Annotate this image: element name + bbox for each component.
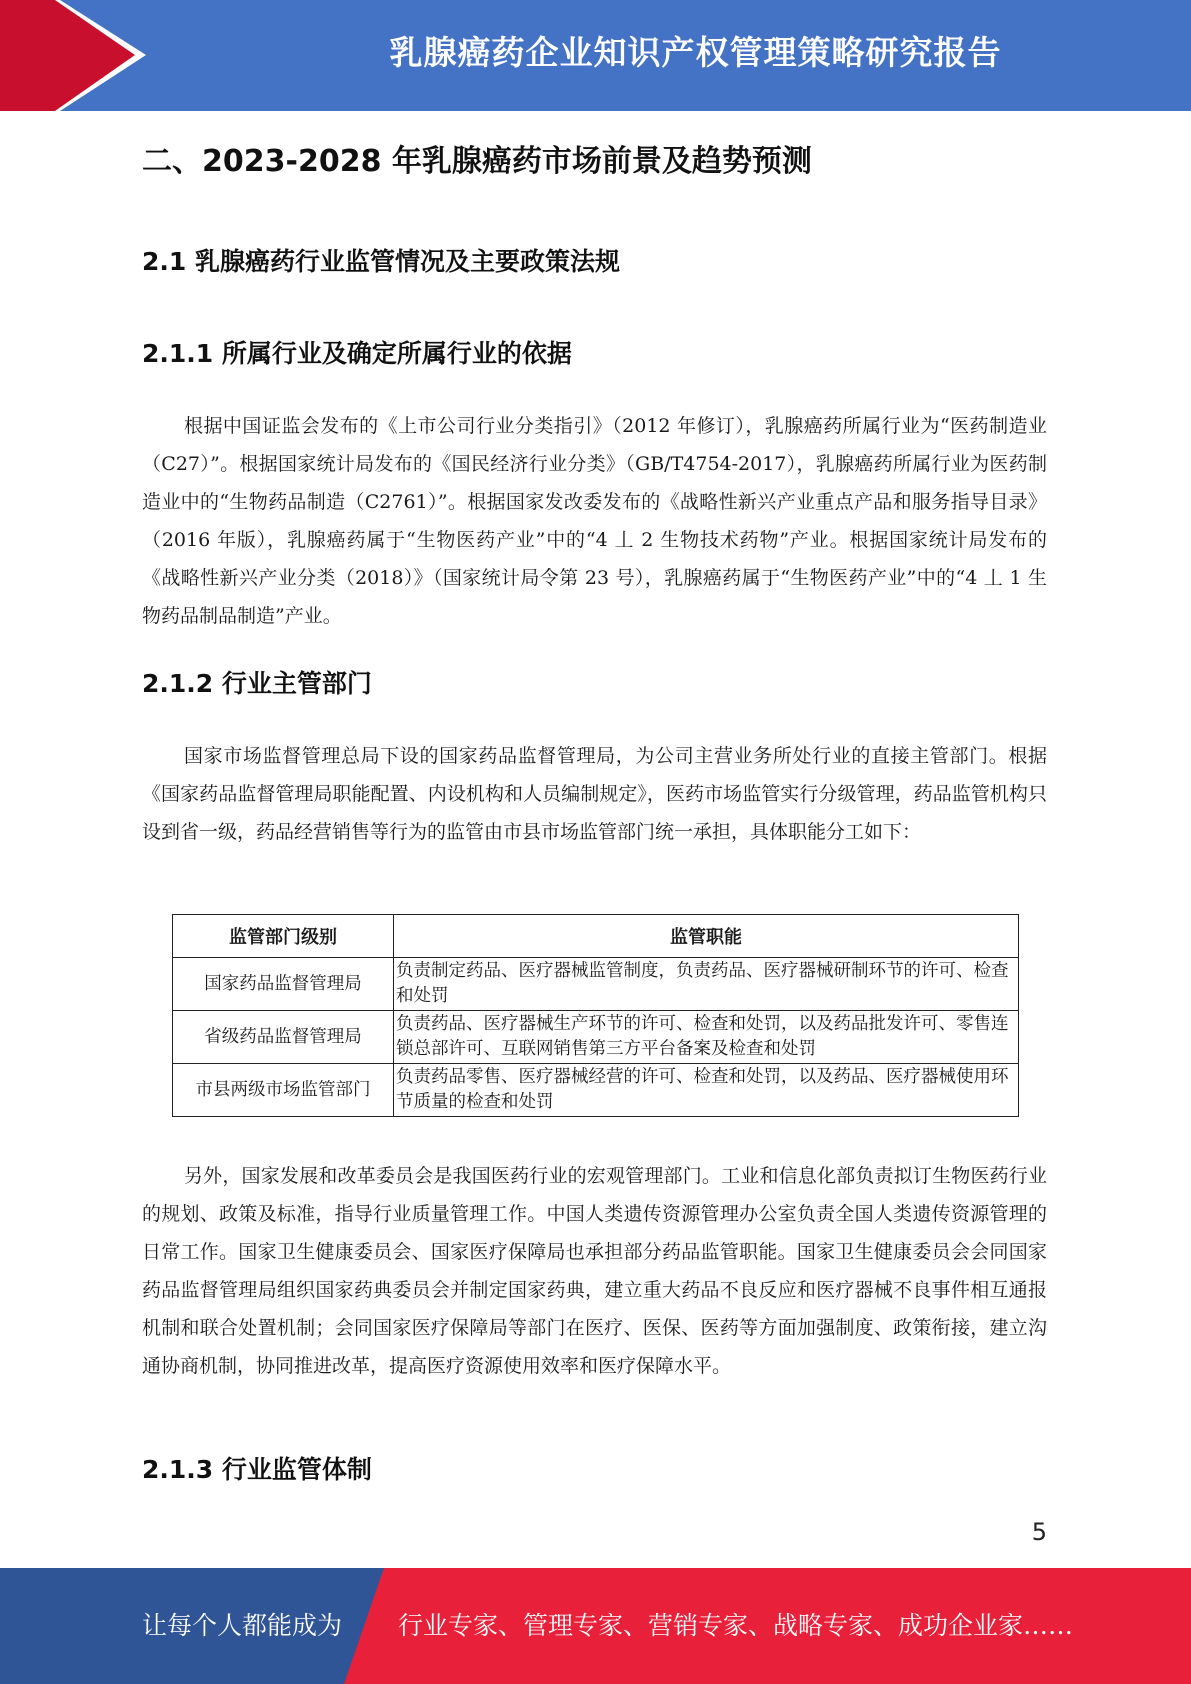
table-row: [173, 1011, 1019, 1064]
header-banner: [0, 0, 1191, 111]
regulatory-table: [172, 914, 1019, 1117]
footer-slogan-left: 让每个人都能成为: [142, 1611, 343, 1640]
paragraph-regulator: 国家市场监督管理总局下设的国家药品监督管理局，为公司主营业务所处行业的直接主管部门。根据《国家药品监督管理局职能配置、内设机构和人员编制规定》，医药市场监管实行分级管理，药品监管机构只设到省一级，药品经营销售等行为的监管由市县市场监管部门统一承担，具体职能分工如下：: [142, 745, 1047, 843]
paragraph-macro-management: 另外，国家发展和改革委员会是我国医药行业的宏观管理部门。工业和信息化部负责拟订生物医药行业的规划、政策及标准，指导行业质量管理工作。中国人类遗传资源管理办公室负责全国人类遗传资源管理的日常工作。国家卫生健康委员会、国家医疗保障局也承担部分药品监管职能。国家卫生健康委员会会同国家药品监督管理局组织国家药典委员会并制定国家药典，建立重大药品不良反应和医疗器械不良事件相互通报机制和联合处置机制；会同国家医疗保障局等部门在医疗、医保、医药等方面加强制度、政策衔接，建立沟通协商机制，协同推进改革，提高医疗资源使用效率和医疗保障水平。: [142, 1165, 1047, 1377]
table-cell-dept: 省级药品监督管理局: [173, 1011, 394, 1064]
subsection-2-1-title: 2.1 乳腺癌药行业监管情况及主要政策法规: [142, 247, 620, 276]
table-header-dept: 监管部门级别: [173, 915, 394, 958]
paragraph-industry-classification: 根据中国证监会发布的《上市公司行业分类指引》（2012 年修订），乳腺癌药所属行业为“医药制造业（C27）”。根据国家统计局发布的《国民经济行业分类》（GB/T4754-2017），乳腺癌药所属行业为医药制造业中的“生物药品制造（C2761）”。根据国家发改委发布的《战略性新兴产业重点产品和服务指导目录》（2016 年版），乳腺癌药属于“生物医药产业”中的“4 丄 2 生物技术药物”产业。根据国家统计局发布的《战略性新兴产业分类（2018）》（国家统计局令第 23 号），乳腺癌药属于“生物医药产业”中的“4 丄 1 生物药品制品制造”产业。: [142, 415, 1047, 627]
table-cell-dept: 市县两级市场监管部门: [173, 1064, 394, 1117]
table-cell-duty: 负责制定药品、医疗器械监管制度，负责药品、医疗器械研制环节的许可、检查和处罚: [394, 958, 1019, 1011]
section-title: 二、2023-2028 年乳腺癌药市场前景及趋势预测: [142, 144, 812, 179]
table-row: [173, 958, 1019, 1011]
subsection-2-1-2-title: 2.1.2 行业主管部门: [142, 669, 372, 698]
subsection-2-1-1-title: 2.1.1 所属行业及确定所属行业的依据: [142, 339, 572, 368]
table-header-duty: 监管职能: [394, 915, 1019, 958]
table-header-row: [173, 915, 1019, 958]
page-number: 5: [1031, 1518, 1047, 1546]
report-title: 乳腺癌药企业知识产权管理策略研究报告: [389, 33, 1002, 72]
table-cell-duty: 负责药品、医疗器械生产环节的许可、检查和处罚，以及药品批发许可、零售连锁总部许可、互联网销售第三方平台备案及检查和处罚: [394, 1011, 1019, 1064]
table-cell-dept: 国家药品监督管理局: [173, 958, 394, 1011]
table-cell-duty: 负责药品零售、医疗器械经营的许可、检查和处罚，以及药品、医疗器械使用环节质量的检查和处罚: [394, 1064, 1019, 1117]
table-row: [173, 1064, 1019, 1117]
footer-slogan-right: 行业专家、管理专家、营销专家、战略专家、成功企业家……: [398, 1611, 1074, 1640]
footer-banner: [0, 1568, 1191, 1684]
subsection-2-1-3-title: 2.1.3 行业监管体制: [142, 1455, 372, 1484]
header-arrow-decoration: [0, 0, 160, 111]
